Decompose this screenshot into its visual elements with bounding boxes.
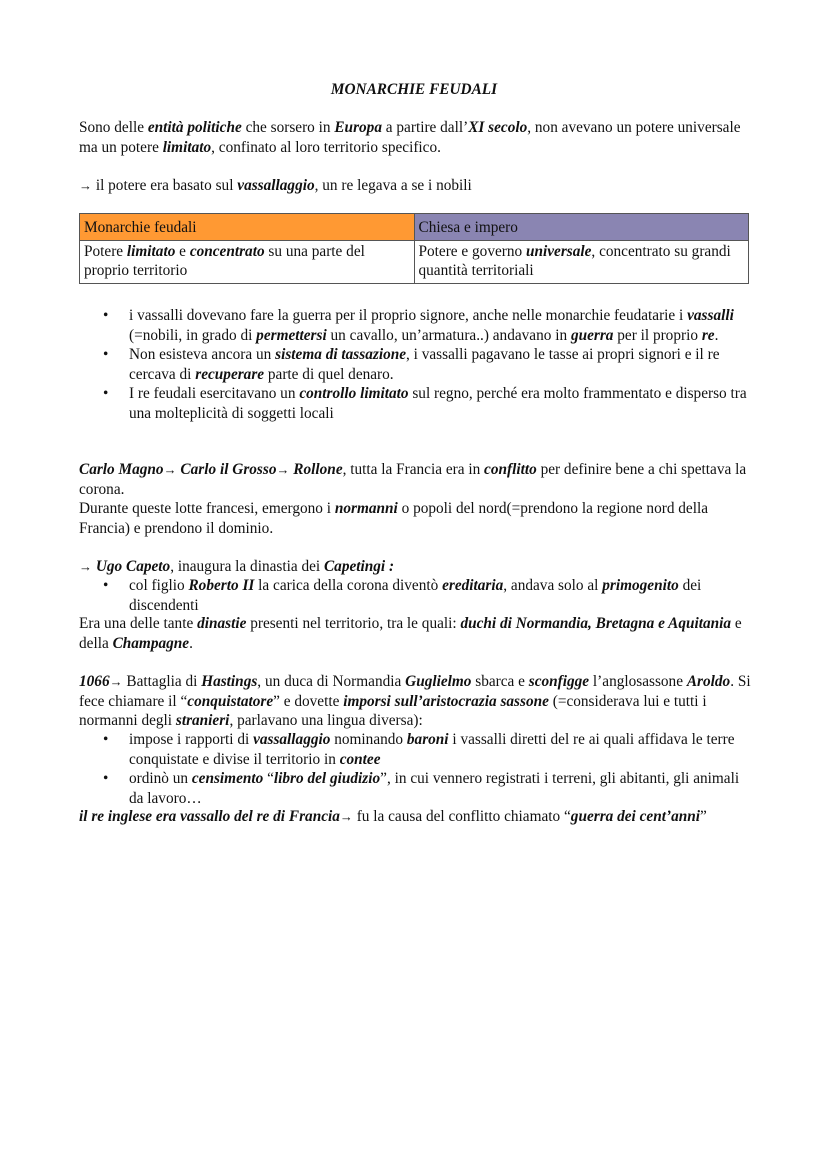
arrow-right-icon: → — [109, 674, 123, 689]
hastings-paragraph: 1066→ Battaglia di Hastings, un duca di Normandia Guglielmo sbarca e sconfigge l’anglosassone Aroldo. Si fece chiamare il “conquistatore” e dovette imporsi sull’aristocrazia sassone (=considerava lui e tutti i normanni degli stranieri, parlavano una lingua diversa): — [79, 673, 751, 729]
comparison-table — [79, 213, 749, 284]
dinastie-paragraph: Era una delle tante dinastie presenti nel territorio, tra le quali: duchi di Normandia, Bretagna e Aquitania e della Champagne. — [79, 615, 742, 652]
arrow-right-icon: → — [79, 178, 92, 193]
arrow-right-icon: → — [79, 559, 92, 574]
list-item: • ordinò un censimento “libro del giudizio”, in cui vennero registrati i terreni, gli abitanti, gli animali da lavoro… — [79, 769, 749, 808]
list-item: • col figlio Roberto II la carica della corona diventò ereditaria, andava solo al primogenito dei discendenti — [79, 576, 749, 615]
bullet-list-ugo — [79, 576, 749, 615]
bullet-list-hastings — [79, 730, 749, 808]
list-item: • Non esisteva ancora un sistema di tassazione, i vassalli pagavano le tasse ai propri signori e il re cercava di recuperare parte di quel denaro. — [79, 345, 749, 384]
arrow-right-icon: → — [276, 462, 290, 477]
conclusion-paragraph: il re inglese era vassallo del re di Francia→ fu la causa del conflitto chiamato “guerra dei cent’anni” — [79, 808, 707, 825]
list-item: • impose i rapporti di vassallaggio nominando baroni i vassalli diretti del re ai quali affidava le terre conquistate e divise il territorio in contee — [79, 730, 749, 769]
page-title: MONARCHIE FEUDALI — [330, 81, 498, 98]
arrow-right-icon: → — [339, 809, 353, 824]
carlo-paragraph: Carlo Magno→ Carlo il Grosso→ Rollone, tutta la Francia era in conflitto per definire bene a chi spettava la corona. — [79, 461, 747, 498]
vassal-line: → il potere era basato sul vassallaggio, un re legava a se i nobili — [79, 177, 472, 194]
table-header-monarchie: Monarchie feudali — [80, 214, 415, 241]
list-item: • I re feudali esercitavano un controllo limitato sul regno, perché era molto frammentato e disperso tra una molteplicità di soggetti locali — [79, 384, 749, 423]
table-cell-monarchie: Potere limitato e concentrato su una parte del proprio territorio — [80, 240, 415, 283]
table-header-chiesa: Chiesa e impero — [414, 214, 749, 241]
intro-paragraph: Sono delle entità politiche che sorsero in Europa a partire dall’XI secolo, non avevano un potere universale ma un potere limitato, confinato al loro territorio specifico. — [79, 119, 741, 156]
bullet-list-vassalli — [79, 306, 749, 423]
ugo-line: → Ugo Capeto, inaugura la dinastia dei Capetingi : — [79, 558, 395, 575]
arrow-right-icon: → — [163, 462, 177, 477]
list-item: • i vassalli dovevano fare la guerra per il proprio signore, anche nelle monarchie feudatarie i vassalli (=nobili, in grado di permettersi un cavallo, un’armatura..) andavano in guerra per il proprio re. — [79, 306, 749, 345]
table-cell-chiesa: Potere e governo universale, concentrato su grandi quantità territoriali — [414, 240, 749, 283]
normanni-paragraph: Durante queste lotte francesi, emergono i normanni o popoli del nord(=prendono la regione nord della Francia) e prendono il dominio. — [79, 500, 709, 537]
